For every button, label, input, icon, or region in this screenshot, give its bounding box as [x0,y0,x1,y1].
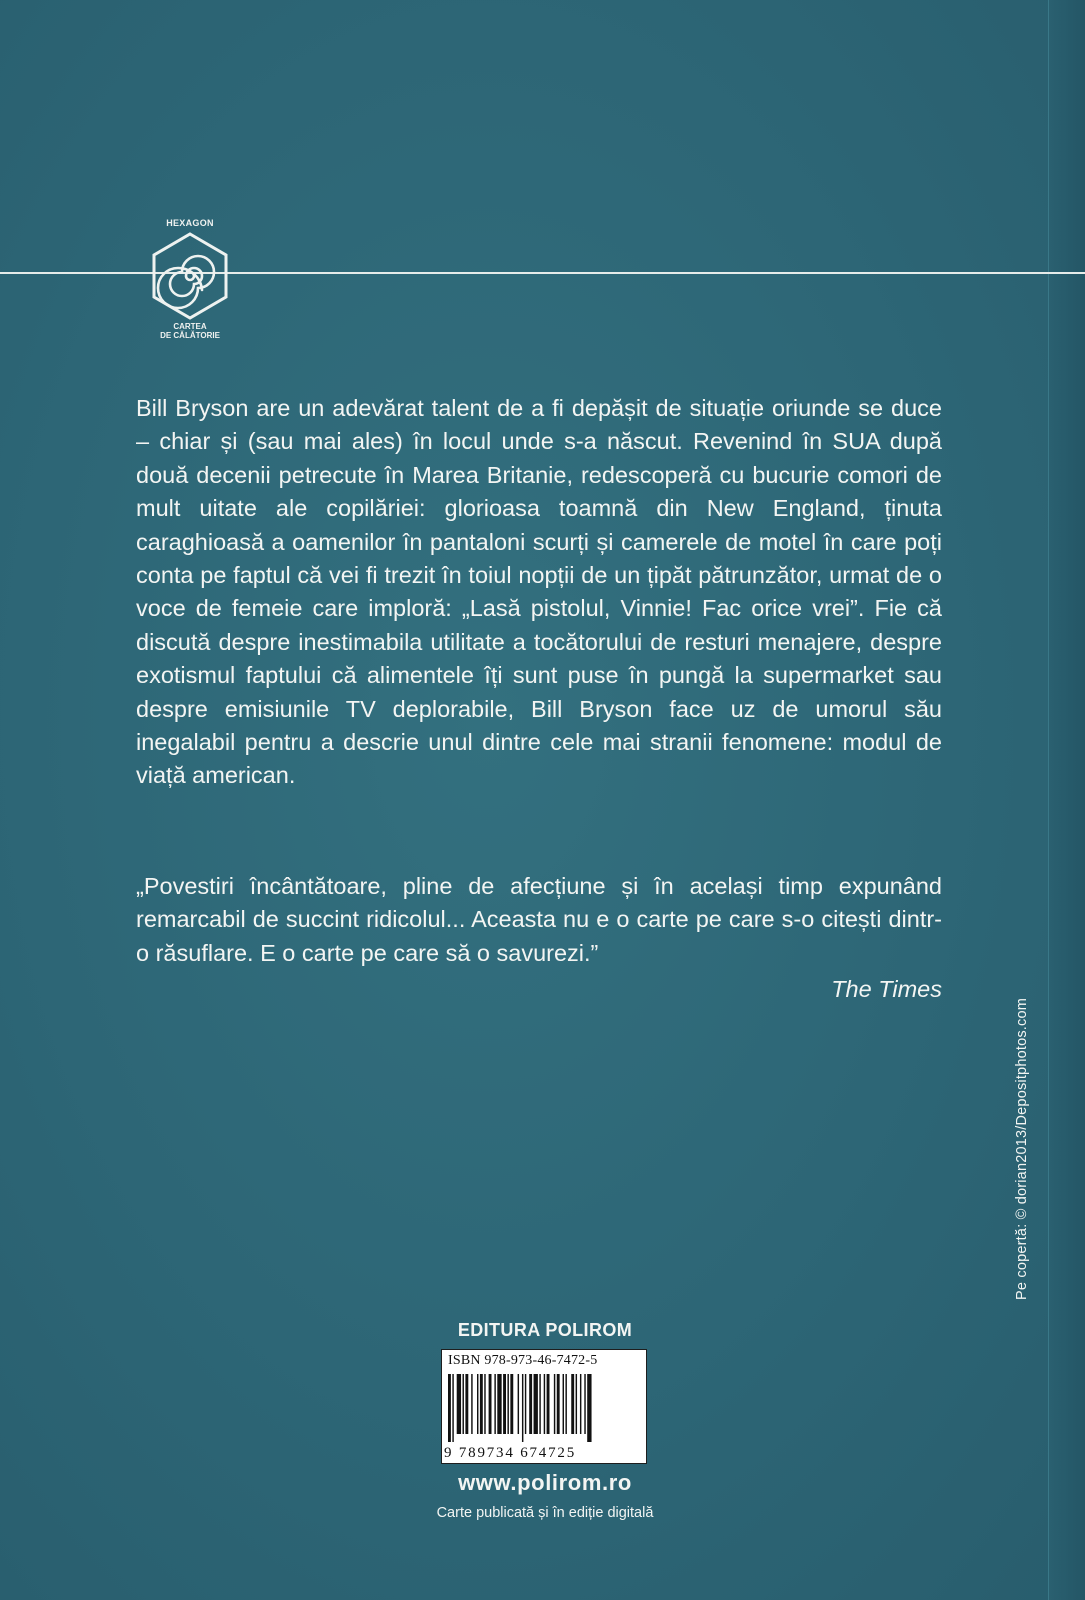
logo-bottom-line2: DE CĂLĂTORIE [160,331,220,340]
logo-bottom-line1: CARTEA [173,322,207,331]
book-blurb: Bill Bryson are un adevărat talent de a fi depășit de situație oriunde se duce – chiar și (sau mai ales) în locul unde s-a născut. Revenind în SUA după două decenii petrecute în Marea Britanie, redescoperă cu bucurie comori de mult uitate ale copilăriei: glorioasa toamnă din New England, ținuta caraghioasă a oamenilor în pantaloni scurți și camerele de motel în care poți conta pe faptul că vei fi trezit în toiul nopții de un țipăt pătrunzător, urmat de o voce de femeie care imploră: „Lasă pistolul, Vinnie! Fac orice vrei”. Fie că discută despre inestimabila utilitate a tocătorului de resturi menajere, despre exotismul faptului că alimentele îți sunt puse în pungă la supermarket sau despre emisiunile TV deplorabile, Bill Bryson face uz de umorul său inegalabil pentru a descrie unul dintre cele mai stranii fenomene: modul de viață american. [136,395,942,789]
cover-photo-credit: Pe copertă: © dorian2013/Depositphotos.com [1014,997,1030,1300]
isbn-barcode [441,1349,647,1464]
publisher-website[interactable]: www.polirom.ro [458,1470,632,1495]
barcode-digits: 9 789734 674725 [444,1445,576,1461]
publisher-name: EDITURA POLIROM [457,1320,633,1340]
barcode-icon [446,1374,642,1442]
spine-edge [1048,0,1085,1600]
hexagon-logo [140,210,240,345]
logo-bottom-text [140,322,240,340]
hexagon-spiral-icon [150,232,230,320]
isbn-text: ISBN 978-973-46-7472-5 [448,1353,598,1368]
logo-top-text: HEXAGON [166,218,214,228]
review-quote: „Povestiri încântătoare, pline de afecțiune și în același timp expunând remarcabil de succint ridicolul... Aceasta nu e o carte pe care s-o citești dintr-o răsuflare. E o carte pe care să o savurezi.” [136,873,942,966]
review-source: The Times [831,976,942,1002]
digital-edition-note: Carte publicată și în ediție digitală [436,1505,654,1521]
